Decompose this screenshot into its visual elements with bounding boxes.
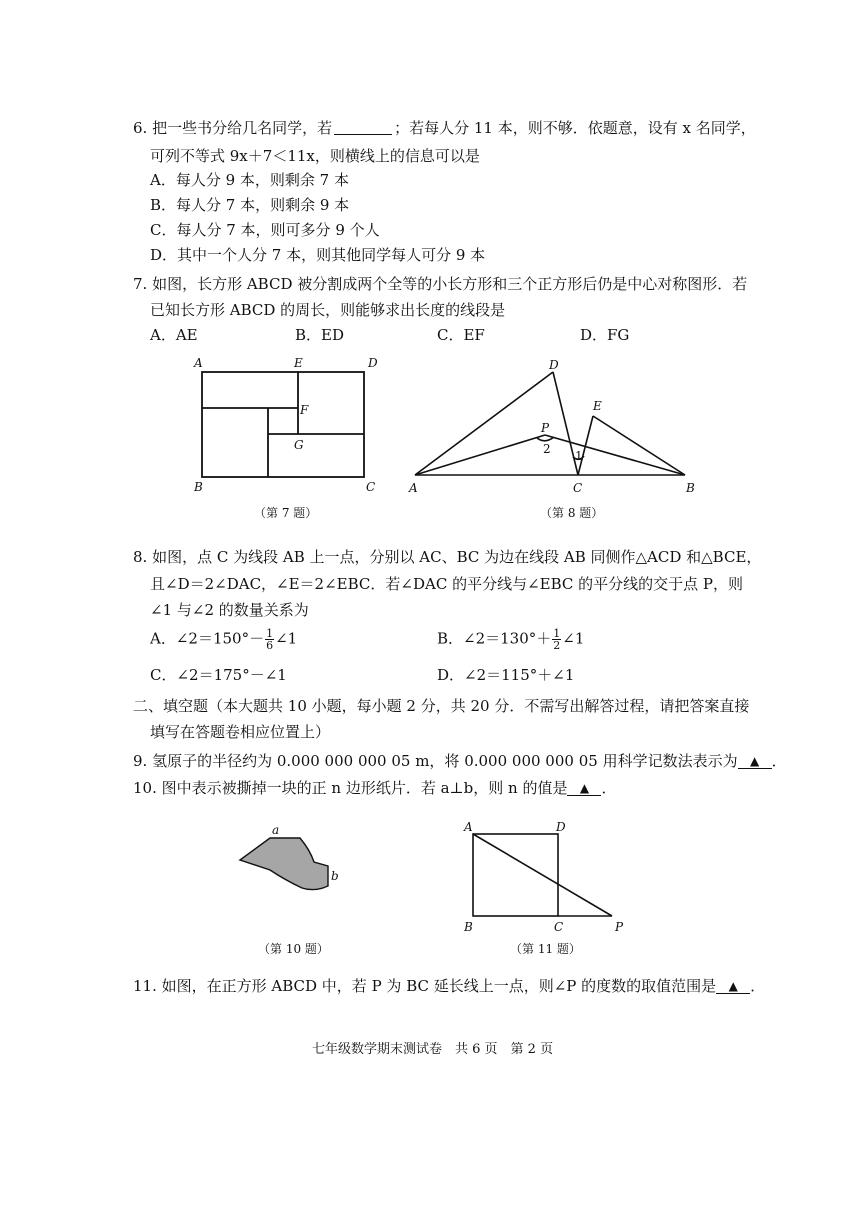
q6-option-a: A．每人分 9 本，则剩余 7 本: [150, 171, 349, 189]
fig8-label-p: P: [541, 421, 550, 435]
figure-11-caption: （第 11 题）: [510, 942, 581, 956]
fig11-label-p: P: [615, 920, 624, 934]
q8-option-a: [150, 628, 297, 651]
fig8-line-ad: [415, 372, 553, 475]
q6-line1: [133, 118, 756, 138]
fig8-label-c: C: [573, 481, 583, 495]
fig11-label-c: C: [554, 920, 564, 934]
q9-answer-mark: ▲: [738, 754, 772, 769]
figure-7-rectangle: [190, 350, 390, 500]
page-footer: 七年级数学期末测试卷 共 6 页 第 2 页: [312, 1042, 554, 1057]
fig8-label-a: A: [409, 481, 418, 495]
q6-option-d: D．其中一个人分 7 本，则其他同学每人可分 9 本: [150, 246, 486, 264]
q11-end: ．: [750, 977, 766, 995]
fig7-label-b: B: [194, 480, 203, 494]
fig8-label-e: E: [593, 399, 602, 413]
q6-line2: 可列不等式 9x＋7＜11x，则横线上的信息可以是: [150, 147, 480, 165]
fig7-label-d: D: [368, 356, 378, 370]
figure-8-triangles: [405, 358, 705, 498]
fig7-label-c: C: [366, 480, 376, 494]
q7-line1: 7. 如图，长方形 ABCD 被分割成两个全等的小长方形和三个正方形后仍是中心对称图形．若: [133, 275, 748, 293]
q9-text: 9. 氢原子的半径约为 0.000 000 000 05 m，将 0.000 000 000 05 用科学记数法表示为: [133, 752, 738, 770]
q7-option-d: D．FG: [580, 326, 630, 344]
figure-10-torn-polygon: [230, 822, 350, 897]
q8-option-a-pre: A．∠2＝150°－: [150, 629, 265, 648]
q9-line: [133, 751, 787, 771]
q11-line: [133, 976, 765, 996]
fig8-label-b: B: [686, 481, 695, 495]
fig8-line-ap: [415, 435, 545, 475]
q7-option-c: C．EF: [437, 326, 485, 344]
q6-option-b: B．每人分 7 本，则剩余 9 本: [150, 196, 350, 214]
q6-text-b: ；若每人分 11 本，则不够．依题意，设有 x 名同学，: [394, 119, 756, 137]
q11-answer-mark: ▲: [716, 979, 750, 994]
q7-option-a: A．AE: [150, 326, 198, 344]
q8-option-b-fraction: [552, 628, 561, 651]
figure-10-caption: （第 10 题）: [258, 942, 329, 956]
fig7-label-a: A: [194, 356, 203, 370]
fig7-label-g: G: [294, 438, 304, 452]
q10-text: 10. 图中表示被撕掉一块的正 n 边形纸片．若 a⊥b，则 n 的值是: [133, 779, 568, 797]
q8-option-a-denominator: 6: [266, 639, 274, 652]
fig7-label-f: F: [300, 403, 309, 417]
fig8-line-pb: [545, 435, 685, 475]
q11-text: 11. 如图，在正方形 ABCD 中，若 P 为 BC 延长线上一点，则∠P 的度数的取值范围是: [133, 977, 717, 995]
q7-option-b: B．ED: [295, 326, 344, 344]
fig7-rect-abcd: [202, 372, 364, 477]
q9-end: ．: [771, 752, 787, 770]
q8-option-a-numerator: 1: [266, 627, 274, 640]
fig11-line-ap: [473, 834, 612, 916]
figure-11-square: [455, 818, 635, 936]
section2-line1: 二、填空题（本大题共 10 小题，每小题 2 分，共 20 分．不需写出解答过程，请把答案直接: [133, 697, 750, 715]
q6-answer-blank: [334, 120, 392, 135]
q8-option-b-pre: B．∠2＝130°＋: [437, 629, 552, 648]
q8-option-b-numerator: 1: [553, 627, 561, 640]
q8-option-a-fraction: [265, 628, 274, 651]
q8-line2: 且∠D＝2∠DAC，∠E＝2∠EBC．若∠DAC 的平分线与∠EBC 的平分线的交于点 P，则: [150, 575, 744, 593]
q8-option-b-post: ∠1: [562, 629, 585, 648]
q8-option-a-post: ∠1: [275, 629, 298, 648]
figure-8-caption: （第 8 题）: [540, 506, 604, 520]
q6-text-a: 6. 把一些书分给几名同学，若: [133, 119, 333, 137]
q10-end: ．: [601, 779, 617, 797]
section2-line2: 填写在答题卷相应位置上）: [150, 723, 331, 741]
fig11-label-a: A: [464, 820, 473, 834]
fig8-label-angle-1: 1: [575, 449, 583, 463]
q8-option-b: [437, 628, 584, 651]
q8-line1: 8. 如图，点 C 为线段 AB 上一点，分别以 AC、BC 为边在线段 AB 同侧作△ACD 和△BCE，: [133, 548, 762, 566]
figure-7-caption: （第 7 题）: [254, 506, 318, 520]
fig11-label-d: D: [556, 820, 566, 834]
fig8-label-d: D: [549, 358, 559, 372]
q6-option-c: C．每人分 7 本，则可多分 9 个人: [150, 221, 380, 239]
fig7-label-e: E: [294, 356, 303, 370]
q8-option-c: C．∠2＝175°－∠1: [150, 666, 287, 684]
q10-line: [133, 778, 616, 798]
fig11-label-b: B: [464, 920, 473, 934]
fig10-polygon-shape: [240, 838, 328, 890]
fig10-label-b: b: [331, 869, 339, 883]
q10-answer-mark: ▲: [567, 781, 601, 796]
fig8-line-eb: [593, 416, 685, 475]
fig8-label-angle-2: 2: [543, 442, 551, 456]
q8-option-d: D．∠2＝115°＋∠1: [437, 666, 575, 684]
fig10-label-a: a: [272, 823, 280, 837]
fig11-square-abcd: [473, 834, 558, 916]
q8-option-b-denominator: 2: [553, 639, 561, 652]
q7-line2: 已知长方形 ABCD 的周长，则能够求出长度的线段是: [150, 301, 506, 319]
q8-line3: ∠1 与∠2 的数量关系为: [150, 601, 309, 619]
